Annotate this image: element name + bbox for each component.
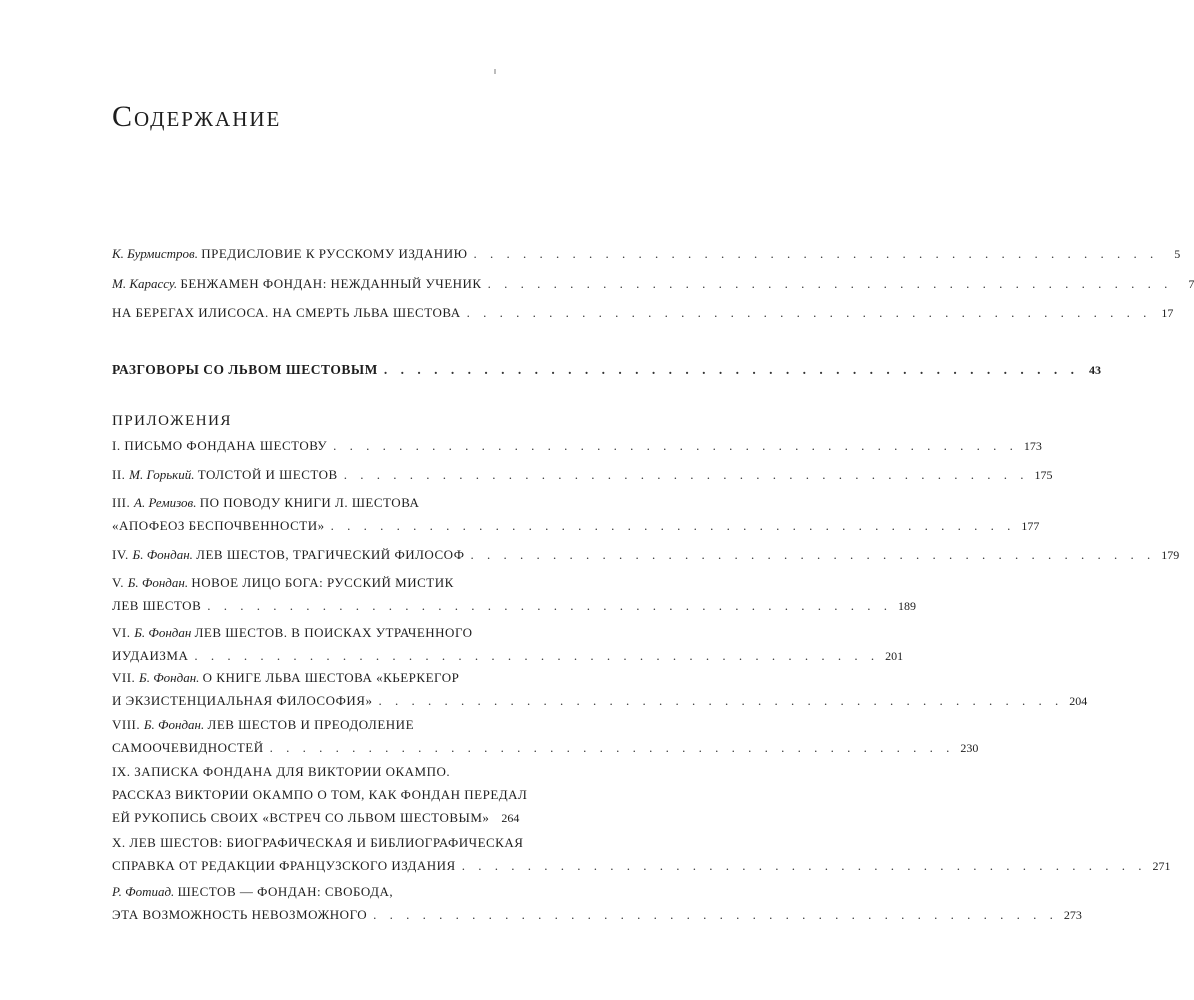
toc-appendix-line <box>112 575 518 591</box>
toc-page-number: 264 <box>501 811 520 825</box>
toc-appendix-line <box>112 717 518 733</box>
toc-entry-title: СПРАВКА ОТ РЕДАКЦИИ ФРАНЦУЗСКОГО ИЗДАНИЯ <box>112 858 456 873</box>
toc-entry-title: НА БЕРЕГАХ ИЛИСОСА. НА СМЕРТЬ ЛЬВА ШЕСТОВА <box>112 305 461 320</box>
toc-appendix-numeral: V. <box>112 575 124 590</box>
toc-appendix-line <box>112 858 1171 874</box>
toc-entry-text <box>112 835 523 851</box>
toc-entry-author: А. Ремизов. <box>134 495 197 510</box>
toc-entry-title: НОВОЕ ЛИЦО БОГА: РУССКИЙ МИСТИК <box>191 575 454 590</box>
toc-appendix-line <box>112 835 524 851</box>
toc-page-number: 271 <box>1152 859 1171 873</box>
toc-appendix-line <box>112 598 916 614</box>
toc-entry-author: К. Бурмистров. <box>112 246 198 261</box>
toc-entry-text <box>112 740 264 756</box>
toc-entry-text <box>112 625 473 641</box>
toc-page-number: 177 <box>1021 519 1040 533</box>
toc-entry-title: О КНИГЕ ЛЬВА ШЕСТОВА «КЬЕРКЕГОР <box>202 670 460 685</box>
toc-entry-author: М. Горький. <box>129 467 195 482</box>
toc-entry-text <box>112 717 414 733</box>
toc-appendix-numeral: VIII. <box>112 717 141 732</box>
toc-entry-text <box>112 884 393 900</box>
toc-entry-title: И ЭКЗИСТЕНЦИАЛЬНАЯ ФИЛОСОФИЯ» <box>112 693 373 708</box>
toc-entry-ilissos <box>112 305 1174 321</box>
toc-appendix-numeral: I. <box>112 438 121 453</box>
toc-appendix-line <box>112 764 518 780</box>
toc-entry-author: Б. Фондан. <box>143 717 205 732</box>
toc-entry-text <box>112 648 188 664</box>
toc-entry-text <box>112 438 327 454</box>
toc-appendix-line <box>112 467 1053 483</box>
toc-entry-title: «АПОФЕОЗ БЕСПОЧВЕННОСТИ» <box>112 518 325 533</box>
appendix-heading: ПРИЛОЖЕНИЯ <box>112 413 232 429</box>
toc-entry-title: ЛЕВ ШЕСТОВ И ПРЕОДОЛЕНИЕ <box>207 717 415 732</box>
toc-entry-title: ЛЕВ ШЕСТОВ. В ПОИСКАХ УТРАЧЕННОГО <box>194 625 473 640</box>
page-title: Содержание <box>112 100 282 133</box>
toc-entry-title: РАССКАЗ ВИКТОРИИ ОКАМПО О ТОМ, КАК ФОНДАН ПЕРЕДАЛ <box>112 787 528 802</box>
toc-entry-preface <box>112 246 1181 262</box>
toc-entry-title: ЛЕВ ШЕСТОВ: БИОГРАФИЧЕСКАЯ И БИБЛИОГРАФИЧЕСКАЯ <box>129 835 524 850</box>
toc-appendix-line <box>112 495 518 511</box>
toc-appendix-numeral: VII. <box>112 670 136 685</box>
toc-entry-text <box>112 670 459 686</box>
toc-page-number: 7 <box>1188 277 1194 291</box>
toc-entry-title: ТОЛСТОЙ И ШЕСТОВ <box>197 467 338 482</box>
toc-entry-author: Р. Фотиад. <box>112 884 175 899</box>
toc-appendix-line <box>112 810 518 826</box>
leader-dots: . . . . . . . . . . . . . . . . . . . . . . . . . . . . . . . . . . . . . . . . . . <box>470 547 1156 562</box>
scan-speck <box>494 69 496 74</box>
leader-dots: . . . . . . . . . . . . . . . . . . . . . . . . . . . . . . . . . . . . . . . . . . <box>343 467 1029 482</box>
toc-entry-text <box>112 495 419 511</box>
toc-appendix-line <box>112 547 1180 563</box>
toc-page-number: 175 <box>1034 468 1053 482</box>
leader-dots: . . . . . . . . . . . . . . . . . . . . . . . . . . . . . . . . . . . . . . . . . . <box>330 518 1016 533</box>
leader-dots: . . . . . . . . . . . . . . . . . . . . . . . . . . . . . . . . . . . . . . . . . . <box>383 362 1079 377</box>
toc-page-number: 43 <box>1088 363 1101 377</box>
toc-entry-title: ИУДАИЗМА <box>112 648 189 663</box>
leader-dots: . . . . . . . . . . . . . . . . . . . . . . . . . . . . . . . . . . . . . . . . . . <box>473 246 1159 261</box>
toc-entry-text <box>112 276 482 292</box>
toc-page-number: 204 <box>1069 694 1088 708</box>
leader-dots: . . . . . . . . . . . . . . . . . . . . . . . . . . . . . . . . . . . . . . . . . . <box>207 598 892 613</box>
toc-appendix-numeral: III. <box>112 495 131 510</box>
toc-entry-karassu <box>112 276 1194 292</box>
leader-dots: . . . . . . . . . . . . . . . . . . . . . . . . . . . . . . . . . . . . . . . . . . <box>194 648 880 663</box>
toc-appendix-line <box>112 625 518 641</box>
toc-entry-text <box>112 246 467 262</box>
toc-entry-title: ЭТА ВОЗМОЖНОСТЬ НЕВОЗМОЖНОГО <box>112 907 368 922</box>
toc-appendix-line <box>112 740 979 756</box>
toc-entry-title: ПО ПОВОДУ КНИГИ Л. ШЕСТОВА <box>199 495 420 510</box>
toc-appendix-numeral: II. <box>112 467 126 482</box>
toc-entry-title: ЕЙ РУКОПИСЬ СВОИХ «ВСТРЕЧ СО ЛЬВОМ ШЕСТОВЫМ» <box>112 810 490 825</box>
toc-page-number: 5 <box>1174 247 1181 261</box>
toc-appendix-numeral: IV. <box>112 547 129 562</box>
toc-entry-title: ЛЕВ ШЕСТОВ, ТРАГИЧЕСКИЙ ФИЛОСОФ <box>196 547 465 562</box>
leader-dots: . . . . . . . . . . . . . . . . . . . . . . . . . . . . . . . . . . . . . . . . . . <box>461 858 1147 873</box>
toc-entry-title: ЛЕВ ШЕСТОВ <box>112 598 202 613</box>
toc-appendix-line <box>112 693 1088 709</box>
toc-appendix-line <box>112 907 1082 923</box>
toc-entry-text <box>112 858 456 874</box>
toc-entry-author: Б. Фондан <box>134 625 192 640</box>
toc-entry-text <box>112 518 325 534</box>
toc-appendix-line <box>112 884 518 900</box>
toc-appendix-line <box>112 518 1040 534</box>
toc-entry-author: Б. Фондан. <box>139 670 200 685</box>
toc-entry-text <box>112 810 489 826</box>
toc-entry-author: М. Карассу. <box>112 276 178 291</box>
toc-page-number: 201 <box>885 649 904 663</box>
toc-appendix-line <box>112 648 904 664</box>
toc-entry-title: БЕНЖАМЕН ФОНДАН: НЕЖДАННЫЙ УЧЕНИК <box>180 276 482 291</box>
toc-entry-title: ШЕСТОВ — ФОНДАН: СВОБОДА, <box>177 884 394 899</box>
toc-appendix-line <box>112 787 528 803</box>
toc-page-number: 17 <box>1161 306 1174 320</box>
toc-appendix-numeral: VI. <box>112 625 131 640</box>
toc-appendix-numeral: X. <box>112 835 126 850</box>
toc-entry-main <box>112 362 1101 378</box>
toc-entry-text <box>112 693 372 709</box>
toc-entry-title: САМООЧЕВИДНОСТЕЙ <box>112 740 264 755</box>
toc-entry-title: РАЗГОВОРЫ СО ЛЬВОМ ШЕСТОВЫМ <box>112 362 378 377</box>
toc-page-number: 189 <box>897 599 916 613</box>
toc-page-number: 230 <box>960 741 979 755</box>
toc-entry-text <box>112 575 454 591</box>
leader-dots: . . . . . . . . . . . . . . . . . . . . . . . . . . . . . . . . . . . . . . . . . . <box>269 740 955 755</box>
toc-entry-text <box>112 467 338 483</box>
toc-entry-title: ПИСЬМО ФОНДАНА ШЕСТОВУ <box>124 438 328 453</box>
toc-entry-title: ЗАПИСКА ФОНДАНА ДЛЯ ВИКТОРИИ ОКАМПО. <box>134 764 451 779</box>
toc-page-number: 173 <box>1023 439 1042 453</box>
toc-entry-text <box>112 787 527 803</box>
leader-dots: . . . . . . . . . . . . . . . . . . . . . . . . . . . . . . . . . . . . . . . . . . <box>378 693 1064 708</box>
leader-dots: . . . . . . . . . . . . . . . . . . . . . . . . . . . . . . . . . . . . . . . . . . <box>466 305 1152 320</box>
toc-appendix-numeral: IX. <box>112 764 131 779</box>
toc-appendix-line <box>112 438 1042 454</box>
leader-dots: . . . . . . . . . . . . . . . . . . . . . . . . . . . . . . . . . . . . . . . . . . <box>333 438 1018 453</box>
toc-page-number: 179 <box>1161 548 1180 562</box>
leader-dots: . . . . . . . . . . . . . . . . . . . . . . . . . . . . . . . . . . . . . . . . . . <box>373 907 1058 922</box>
toc-page-number: 273 <box>1063 908 1082 922</box>
toc-entry-text <box>112 305 461 321</box>
toc-entry-title: ПРЕДИСЛОВИЕ К РУССКОМУ ИЗДАНИЮ <box>201 246 468 261</box>
toc-appendix-line <box>112 670 518 686</box>
toc-entry-text <box>112 598 201 614</box>
toc-entry-text <box>112 907 367 923</box>
toc-entry-text <box>112 547 464 563</box>
toc-entry-author: Б. Фондан. <box>127 575 189 590</box>
toc-entry-author: Б. Фондан. <box>132 547 193 562</box>
toc-entry-text <box>112 764 450 780</box>
leader-dots: . . . . . . . . . . . . . . . . . . . . . . . . . . . . . . . . . . . . . . . . . . <box>487 276 1173 291</box>
